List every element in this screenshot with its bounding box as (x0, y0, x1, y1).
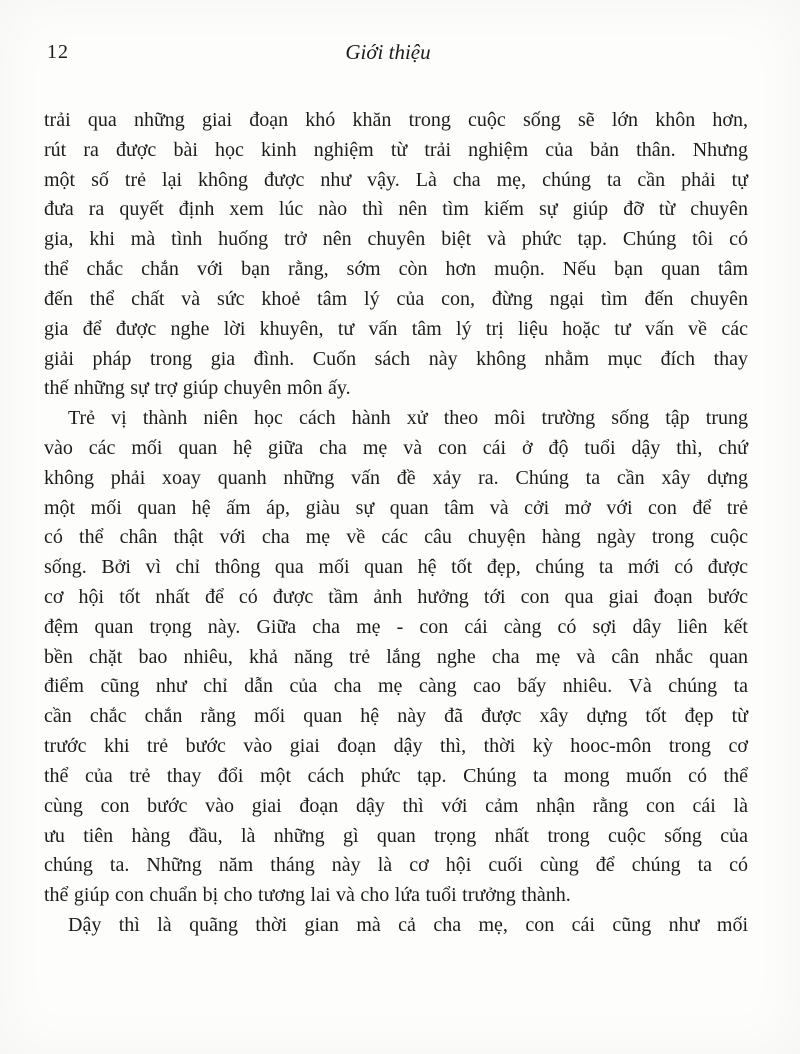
text-line: điểm cũng như chỉ dẫn của cha mẹ càng cao bấy nhiêu. Và chúng ta (44, 675, 748, 698)
text-line: một mối quan hệ ấm áp, giàu sự quan tâm và cởi mở với con để trẻ (44, 496, 748, 519)
text-line: thể của trẻ thay đổi một cách phức tạp. Chúng ta mong muốn có thể (44, 764, 748, 787)
text-line: thế những sự trợ giúp chuyên môn ấy. (44, 377, 351, 400)
text-line: một số trẻ lại không được như vậy. Là cha mẹ, chúng ta cần phải tự (44, 168, 748, 191)
text-line: Trẻ vị thành niên học cách hành xử theo môi trường sống tập trung (68, 407, 748, 430)
text-line: đưa ra quyết định xem lúc nào thì nên tìm kiếm sự giúp đỡ từ chuyên (44, 198, 748, 221)
text-line: Dậy thì là quãng thời gian mà cả cha mẹ, con cái cũng như mối (68, 913, 748, 936)
text-line: cơ hội tốt nhất để có được tầm ảnh hưởng tới con qua giai đoạn bước (44, 586, 748, 608)
text-line: thể chắc chắn với bạn rằng, sớm còn hơn muộn. Nếu bạn quan tâm (44, 258, 748, 281)
text-line: chúng ta. Những năm tháng này là cơ hội cuối cùng để chúng ta có (44, 854, 748, 877)
running-head-title: Giới thiệu (345, 40, 431, 64)
text-line: gia, khi mà tình huống trở nên chuyên biệt và phức tạp. Chúng tôi có (44, 228, 748, 251)
text-line: gia để được nghe lời khuyên, tư vấn tâm lý trị liệu hoặc tư vấn về các (44, 317, 748, 340)
text-line: bền chặt bao nhiêu, khả năng trẻ lắng nghe cha mẹ và cân nhắc quan (44, 645, 748, 668)
text-line: cùng con bước vào giai đoạn dậy thì với cảm nhận rằng con cái là (44, 794, 748, 817)
text-line: cần chắc chắn rằng mối quan hệ này đã được xây dựng tốt đẹp từ (44, 705, 748, 728)
text-line: ưu tiên hàng đầu, là những gì quan trọng nhất trong cuộc sống của (44, 824, 748, 847)
text-line: giải pháp trong gia đình. Cuốn sách này không nhằm mục đích thay (44, 347, 748, 370)
text-line: thể giúp con chuẩn bị cho tương lai và cho lứa tuổi trưởng thành. (44, 884, 571, 907)
text-line: đệm quan trọng này. Giữa cha mẹ - con cái càng có sợi dây liên kết (44, 615, 748, 638)
text-line: không phải xoay quanh những vấn đề xảy ra. Chúng ta cần xây dựng (44, 466, 748, 489)
text-line: đến thể chất và sức khoẻ tâm lý của con, đừng ngại tìm đến chuyên (44, 287, 748, 310)
text-line: sống. Bởi vì chỉ thông qua mối quan hệ tốt đẹp, chúng ta mới có được (44, 556, 748, 579)
text-line: trải qua những giai đoạn khó khăn trong cuộc sống sẽ lớn khôn hơn, (44, 109, 748, 131)
text-line: có thể chân thật với cha mẹ về các câu chuyện hàng ngày trong cuộc (44, 526, 748, 549)
page-number: 12 (47, 41, 69, 63)
text-line: vào các mối quan hệ giữa cha mẹ và con cái ở độ tuổi dậy thì, chứ (44, 436, 748, 459)
text-line: rút ra được bài học kinh nghiệm từ trải nghiệm của bản thân. Nhưng (44, 138, 748, 161)
text-line: trước khi trẻ bước vào giai đoạn dậy thì, thời kỳ hooc-môn trong cơ (44, 735, 748, 758)
body-text (44, 106, 748, 941)
